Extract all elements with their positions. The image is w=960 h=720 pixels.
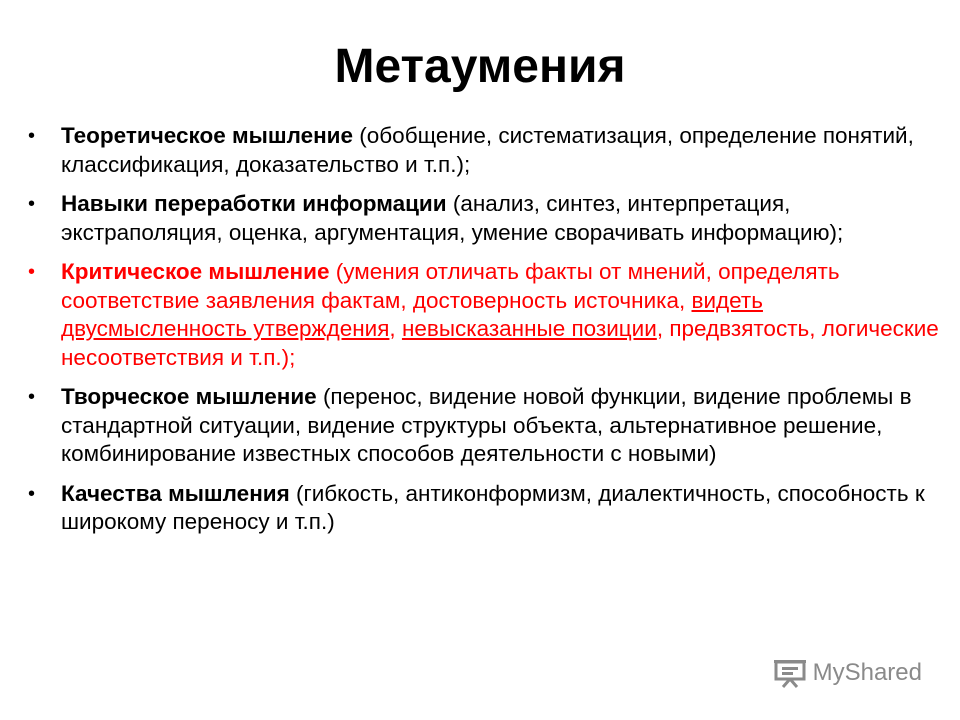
bullet-lead: Критическое мышление	[61, 259, 330, 284]
bullet-lead: Творческое мышление	[61, 384, 317, 409]
bullet-item-thinking-qualities	[28, 480, 943, 537]
bullet-list	[28, 122, 943, 548]
bullet-item-critical-thinking	[28, 258, 943, 372]
bullet-text: , предвзятость, логические несоответствия и т.п.);	[61, 316, 939, 370]
bullet-text: (обобщение, систематизация, определение понятий, классификация, доказательство и т.п.);	[61, 123, 914, 177]
bullet-lead: Навыки переработки информации	[61, 191, 447, 216]
bullet-marker: •	[28, 386, 36, 408]
bullet-text: (гибкость, антиконформизм, диалектичность, способность к широкому переносу и т.п.)	[61, 480, 925, 534]
bullet-marker: •	[28, 193, 36, 215]
watermark	[773, 658, 922, 688]
bullet-marker: •	[28, 482, 36, 505]
watermark-text: MyShared	[812, 659, 922, 686]
underlined-phrase: невысказанные позиции	[401, 316, 657, 341]
underlined-phrase: видеть двусмысленность утверждения	[61, 287, 763, 341]
bullet-marker: •	[28, 125, 36, 147]
bullet-item-information-processing	[28, 190, 943, 247]
bullet-text: (анализ, синтез, интерпретация, экстраполяция, оценка, аргументация, умение сворачивать информацию);	[61, 191, 844, 245]
presentation-board-icon	[773, 658, 807, 688]
bullet-lead: Теоретическое мышление	[61, 123, 354, 148]
bullet-item-theoretical-thinking	[28, 122, 943, 179]
bullet-lead: Качества мышления	[61, 480, 290, 506]
bullet-text: (умения отличать факты от мнений, определять соответствие заявления фактам, достоверность источника,	[61, 259, 840, 313]
bullet-item-creative-thinking	[28, 383, 943, 469]
slide-title: Метаумения	[334, 40, 626, 93]
bullet-text: (перенос, видение новой функции, видение проблемы в стандартной ситуации, видение структуры объекта, альтернативное решение, комбинирование известных способов деятельности с новыми)	[61, 384, 912, 466]
bullet-marker: •	[28, 261, 36, 283]
bullet-text-separator: ,	[389, 316, 402, 341]
